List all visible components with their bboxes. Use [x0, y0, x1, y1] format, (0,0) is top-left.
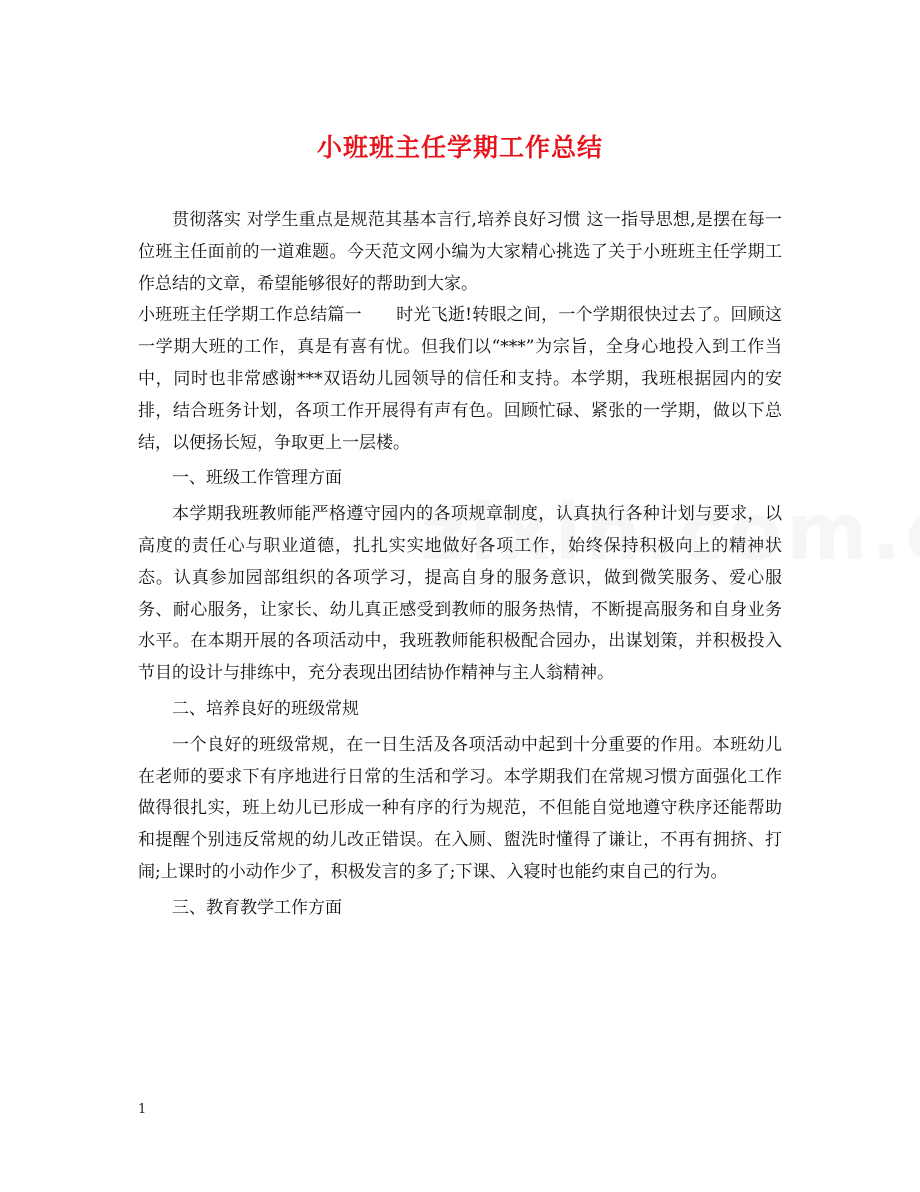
document-title: 小班班主任学期工作总结	[316, 133, 603, 162]
section-body-1: 本学期我班教师能严格遵守园内的各项规章制度，认真执行各种计划与要求，以高度的责任心与职业道德，扎扎实实地做好各项工作，始终保持积极向上的精神状态。认真参加园部组织的各项学习，提高自身的服务意识，做到微笑服务、爱心服务、耐心服务，让家长、幼儿真正感受到教师的服务热情，不断提高服务和自身业务水平。在本期开展的各项活动中，我班教师能积极配合园办，出谋划策，并积极投入节目的设计与排练中，充分表现出团结协作精神与主人翁精神。	[138, 504, 782, 684]
section-heading-1: 一、班级工作管理方面	[172, 468, 342, 489]
section-heading-2: 二、培养良好的班级常规	[172, 698, 359, 719]
part1-paragraph: 小班班主任学期工作总结篇一 时光飞逝!转眼之间，一个学期很快过去了。回顾这一学期大班的工作，真是有喜有忧。但我们以“***”为宗旨，全身心地投入到工作当中，同时也非常感谢***双语幼儿园领导的信任和支持。本学期，我班根据园内的安排，结合班务计划，各项工作开展得有声有色。回顾忙碌、紧张的一学期，做以下总结，以便扬长短，争取更上一层楼。	[138, 305, 782, 453]
section-body-2: 一个良好的班级常规，在一日生活及各项活动中起到十分重要的作用。本班幼儿在老师的要求下有序地进行日常的生活和学习。本学期我们在常规习惯方面强化工作做得很扎实，班上幼儿已形成一种有序的行为规范，不但能自觉地遵守秩序还能帮助和提醒个别违反常规的幼儿改正错误。在入厕、盥洗时懂得了谦让，不再有拥挤、打闹;上课时的小动作少了，积极发言的多了;下课、入寝时也能约束自己的行为。	[138, 734, 782, 882]
intro-paragraph: 贯彻落实 对学生重点是规范其基本言行,培养良好习惯 这一指导思想,是摆在每一位班主任面前的一道难题。今天范文网小编为大家精心挑选了关于小班班主任学期工作总结的文章，希望能够很好的帮助到大家。	[138, 210, 782, 294]
document-body	[138, 205, 782, 929]
page-number: 1	[138, 1102, 147, 1117]
section-heading-3: 三、教育教学工作方面	[172, 897, 342, 918]
